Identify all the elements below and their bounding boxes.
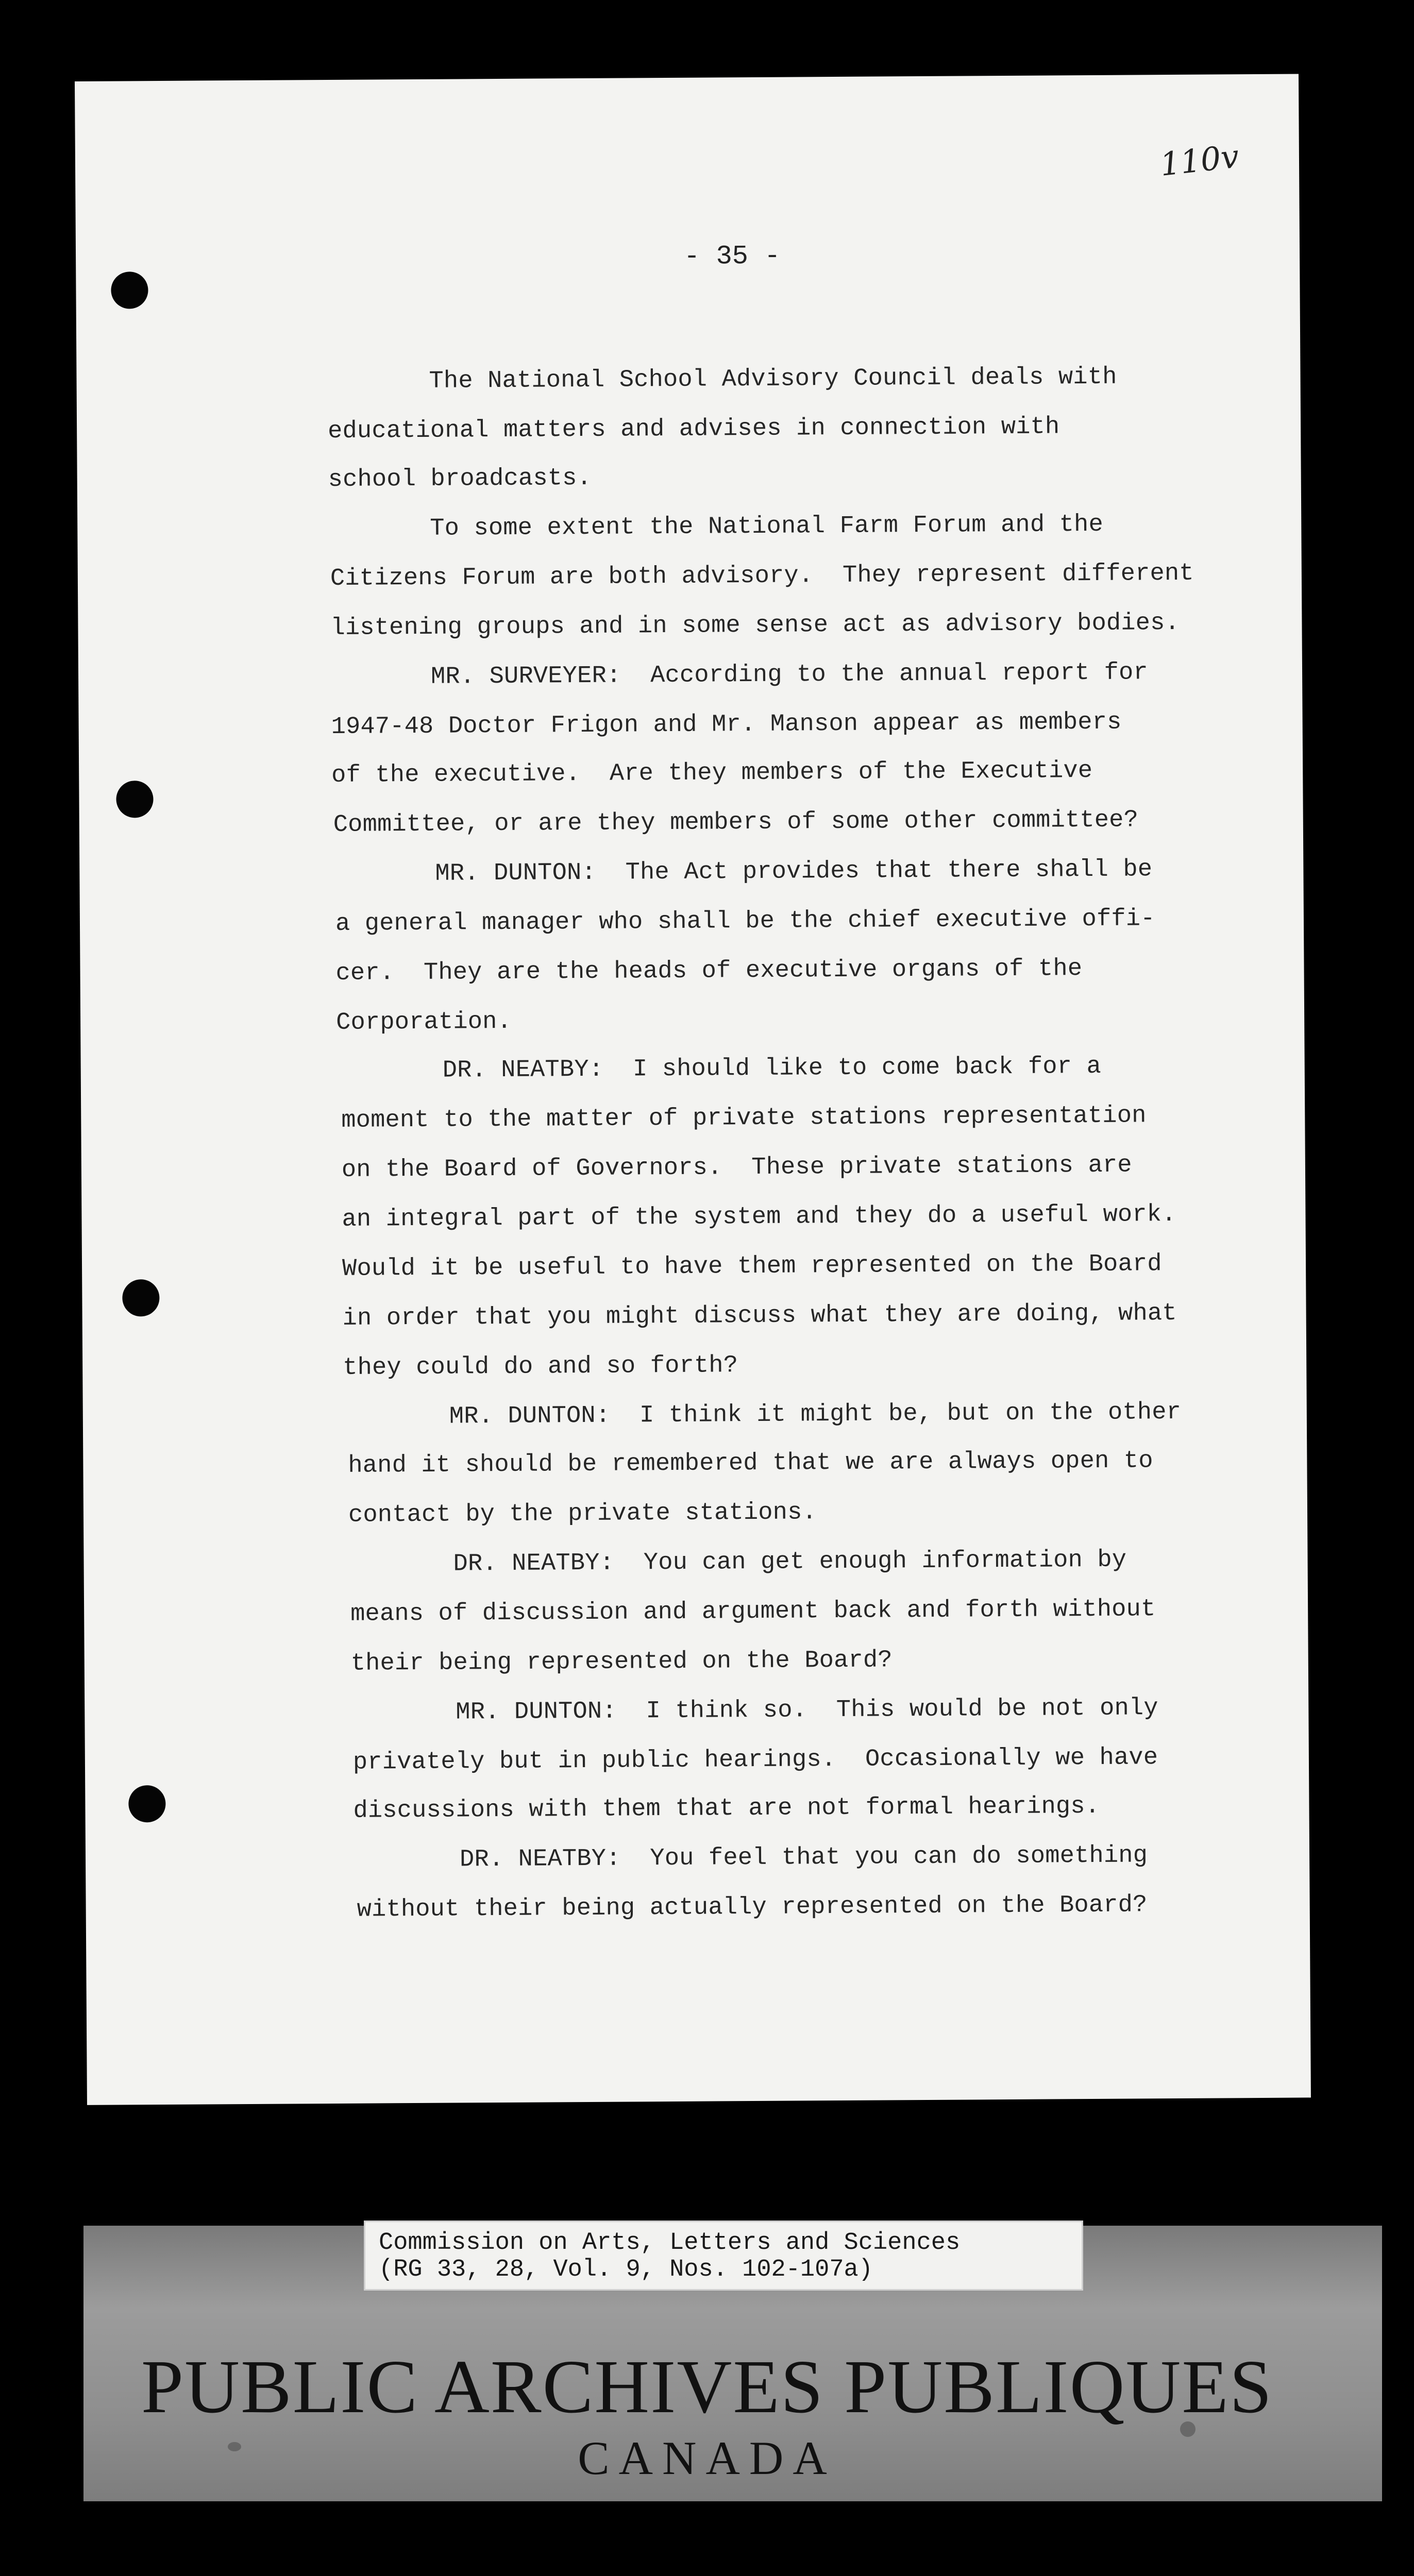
text-line: they could do and so forth? — [343, 1352, 738, 1382]
text-line: Committee, or are they members of some other committee? — [333, 806, 1139, 839]
text-line: Citizens Forum are both advisory. They represent different — [330, 560, 1194, 592]
text-line: The National School Advisory Council deals with — [429, 363, 1117, 395]
document-page — [75, 74, 1311, 2105]
text-line: MR. SURVEYER: According to the annual report for — [430, 659, 1149, 691]
text-line: 1947-48 Doctor Frigon and Mr. Manson appear as members — [331, 708, 1122, 741]
text-line: educational matters and advises in connection with — [327, 413, 1060, 446]
archive-stamp-country: CANADA — [578, 2432, 836, 2484]
label-line-reference: (RG 33, 28, Vol. 9, Nos. 102-107a) — [379, 2256, 873, 2283]
punch-hole — [128, 1785, 165, 1822]
text-line: their being represented on the Board? — [350, 1647, 893, 1677]
text-line: an integral part of the system and they do a useful work. — [342, 1200, 1176, 1233]
text-line: a general manager who shall be the chief executive offi- — [335, 905, 1155, 938]
text-line: cer. They are the heads of executive organs of the — [335, 955, 1083, 987]
punch-hole — [111, 272, 148, 309]
text-line: MR. DUNTON: I think it might be, but on the other — [449, 1398, 1182, 1431]
text-line: moment to the matter of private stations representation — [341, 1102, 1147, 1134]
punch-hole — [122, 1279, 159, 1316]
text-line: Would it be useful to have them represented on the Board — [342, 1250, 1162, 1283]
text-line: MR. DUNTON: The Act provides that there shall be — [435, 856, 1153, 888]
archive-stamp-title: PUBLIC ARCHIVES PUBLIQUES — [141, 2345, 1273, 2429]
text-line: DR. NEATBY: I should like to come back for a — [442, 1053, 1102, 1084]
text-line: discussions with them that are not formal hearings. — [353, 1792, 1100, 1825]
text-line: without their being actually represented on the Board? — [357, 1891, 1148, 1924]
archive-reference-label — [364, 2221, 1083, 2291]
folio-annotation: 110v — [1158, 137, 1241, 183]
text-line: privately but in public hearings. Occasionally we have — [352, 1744, 1158, 1776]
text-line: listening groups and in some sense act as advisory bodies. — [330, 609, 1180, 642]
label-line-collection: Commission on Arts, Letters and Sciences — [379, 2229, 961, 2257]
text-line: contact by the private stations. — [348, 1499, 817, 1529]
page-number: - 35 - — [683, 241, 781, 272]
text-line: means of discussion and argument back and forth without — [350, 1596, 1156, 1628]
text-line: DR. NEATBY: You can get enough information by — [453, 1546, 1127, 1578]
text-line: hand it should be remembered that we are always open to — [348, 1447, 1153, 1480]
text-line: Corporation. — [336, 1008, 512, 1037]
punch-hole — [116, 781, 153, 818]
text-line: MR. DUNTON: I think so. This would be not only — [456, 1694, 1158, 1726]
text-line: school broadcasts. — [328, 464, 592, 494]
text-line: To some extent the National Farm Forum and the — [430, 511, 1104, 543]
text-line: in order that you might discuss what they are doing, what — [342, 1299, 1177, 1332]
text-line: on the Board of Governors. These private stations are — [341, 1151, 1132, 1184]
text-line: DR. NEATBY: You feel that you can do something — [459, 1842, 1148, 1874]
text-line: of the executive. Are they members of the Executive — [331, 757, 1093, 789]
